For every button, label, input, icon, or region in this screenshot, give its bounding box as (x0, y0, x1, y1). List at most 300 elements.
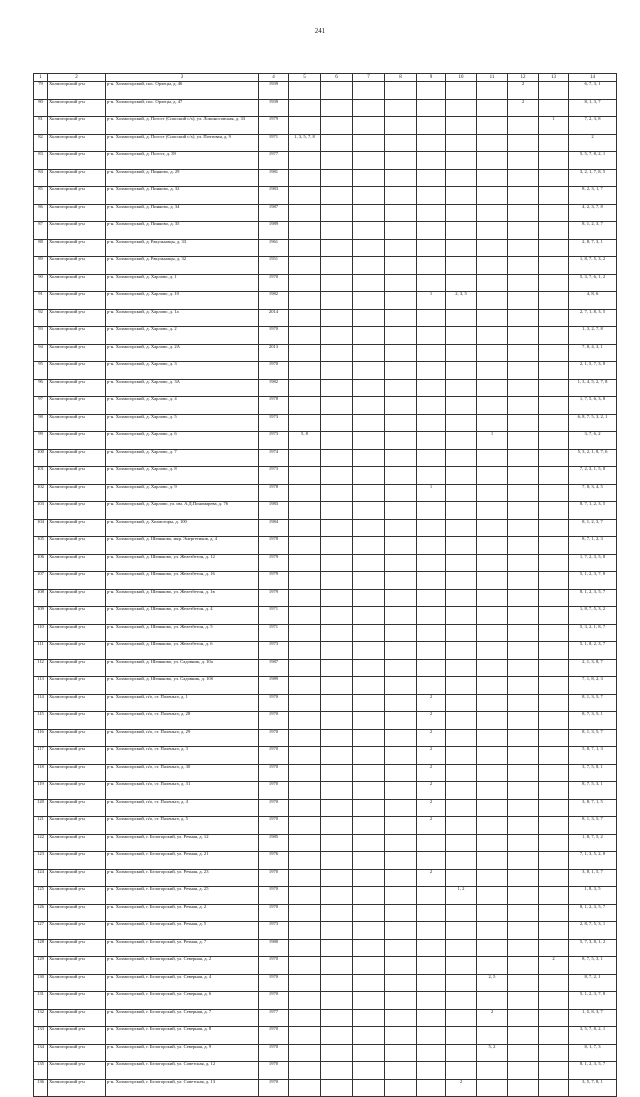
col5-cell (289, 1009, 321, 1027)
col6-cell (321, 764, 353, 782)
col12-cell (508, 309, 539, 327)
col10-cell (446, 327, 477, 345)
year-cell: 1989 (259, 677, 289, 695)
row-number-cell: 126 (34, 904, 48, 922)
col8-cell (385, 379, 417, 397)
row-number-cell: 97 (34, 397, 48, 415)
col6-cell (321, 624, 353, 642)
col5-cell (289, 274, 321, 292)
col11-cell (477, 379, 508, 397)
col7-cell (353, 904, 385, 922)
col10-cell (446, 1044, 477, 1062)
table-row (34, 362, 617, 380)
year-cell: 1971 (259, 624, 289, 642)
col8-cell (385, 537, 417, 555)
table-row (34, 222, 617, 240)
col7-cell (353, 572, 385, 590)
col5-cell (289, 729, 321, 747)
col10-cell (446, 1027, 477, 1045)
col7-cell (353, 869, 385, 887)
address-cell: р-н. Холмогорский, г. Белогорский, ул. Речная, д. 23 (106, 869, 259, 887)
col7-cell (353, 764, 385, 782)
column-header-13: 13 (539, 74, 569, 82)
col8-cell (385, 852, 417, 870)
col9-cell (417, 222, 446, 240)
col10-cell (446, 432, 477, 450)
col12-cell (508, 764, 539, 782)
col8-cell (385, 309, 417, 327)
row-number-cell: 99 (34, 432, 48, 450)
district-cell: Холмогорский р-н (48, 1062, 106, 1080)
col10-cell (446, 82, 477, 100)
col12-cell (508, 467, 539, 485)
col8-cell (385, 799, 417, 817)
row-number-cell: 104 (34, 519, 48, 537)
col9-cell (417, 467, 446, 485)
year-cell: 1973 (259, 922, 289, 940)
col10-cell (446, 904, 477, 922)
district-cell: Холмогорский р-н (48, 1009, 106, 1027)
col10-cell (446, 134, 477, 152)
table-row (34, 82, 617, 100)
district-cell: Холмогорский р-н (48, 904, 106, 922)
col14-cell: 4, 8, 6 (569, 292, 617, 310)
col7-cell (353, 467, 385, 485)
row-number-cell: 110 (34, 624, 48, 642)
col10-cell (446, 257, 477, 275)
year-cell: 1970 (259, 887, 289, 905)
district-cell: Холмогорский р-н (48, 134, 106, 152)
col6-cell (321, 729, 353, 747)
col9-cell (417, 659, 446, 677)
col10-cell (446, 642, 477, 660)
col13-cell: 1 (539, 117, 569, 135)
col7-cell (353, 729, 385, 747)
col7-cell (353, 309, 385, 327)
year-cell: 1970 (259, 764, 289, 782)
col14-cell: 8, 7, 5, 3, 1 (569, 957, 617, 975)
col6-cell (321, 677, 353, 695)
table-row (34, 117, 617, 135)
row-number-cell: 119 (34, 782, 48, 800)
year-cell: 1985 (259, 834, 289, 852)
col6-cell (321, 904, 353, 922)
col12-cell (508, 274, 539, 292)
col8-cell (385, 134, 417, 152)
col11-cell (477, 922, 508, 940)
year-cell: 1971 (259, 134, 289, 152)
address-cell: р-н. Холмогорский, г. Белогорский, ул. Речная, д. 5 (106, 922, 259, 940)
row-number-cell: 133 (34, 1027, 48, 1045)
col11-cell (477, 99, 508, 117)
year-cell: 1979 (259, 554, 289, 572)
col7-cell (353, 712, 385, 730)
district-cell: Холмогорский р-н (48, 204, 106, 222)
address-cell: р-н. Холмогорский, д. Шеинково, ул. Железбетон, д. 12 (106, 554, 259, 572)
col11-cell (477, 327, 508, 345)
col7-cell (353, 274, 385, 292)
col8-cell (385, 624, 417, 642)
col14-cell: 8, 1, 2, 3, 5, 7 (569, 1062, 617, 1080)
table-row (34, 344, 617, 362)
district-cell: Холмогорский р-н (48, 957, 106, 975)
col9-cell (417, 624, 446, 642)
col10-cell (446, 397, 477, 415)
col8-cell (385, 257, 417, 275)
column-header-6: 6 (321, 74, 353, 82)
col7-cell (353, 782, 385, 800)
col12-cell (508, 712, 539, 730)
col13-cell (539, 309, 569, 327)
col13-cell (539, 239, 569, 257)
table-row (34, 642, 617, 660)
table-row (34, 817, 617, 835)
year-cell: 1970 (259, 1079, 289, 1097)
year-cell: 1973 (259, 414, 289, 432)
district-cell: Холмогорский р-н (48, 257, 106, 275)
col11-cell (477, 624, 508, 642)
year-cell: 1970 (259, 974, 289, 992)
col9-cell (417, 309, 446, 327)
col5-cell (289, 659, 321, 677)
col10-cell (446, 869, 477, 887)
year-cell: 1989 (259, 222, 289, 240)
table-row (34, 799, 617, 817)
col5-cell: 1, 3, 5, 7, 8 (289, 134, 321, 152)
col8-cell (385, 467, 417, 485)
col7-cell (353, 677, 385, 695)
table-row (34, 852, 617, 870)
row-number-cell: 128 (34, 939, 48, 957)
col7-cell (353, 607, 385, 625)
col14-cell: 1, 8, 7, 5, 3, 2 (569, 257, 617, 275)
col12-cell (508, 782, 539, 800)
col11-cell (477, 869, 508, 887)
col14-cell: 5, 3, 2, 1, 8, 7 (569, 624, 617, 642)
col6-cell (321, 659, 353, 677)
year-cell: 1939 (259, 82, 289, 100)
address-cell: р-н. Холмогорский, д. Харлово, д. 3 (106, 362, 259, 380)
table-row (34, 782, 617, 800)
col11-cell (477, 939, 508, 957)
col11-cell (477, 309, 508, 327)
col11-cell: 2 (477, 1009, 508, 1027)
col8-cell (385, 729, 417, 747)
col9-cell (417, 974, 446, 992)
col10-cell: 1, 2 (446, 887, 477, 905)
col8-cell (385, 1062, 417, 1080)
address-cell: р-н. Холмогорский, д. Пиняово, д. 29 (106, 169, 259, 187)
col10-cell (446, 502, 477, 520)
col12-cell (508, 152, 539, 170)
table-row (34, 624, 617, 642)
col12-cell (508, 729, 539, 747)
col5-cell (289, 782, 321, 800)
col7-cell (353, 834, 385, 852)
col14-cell: 8, 1, 2, 3, 7 (569, 519, 617, 537)
address-cell: р-н. Холмогорский, д. Харлово, д. 10 (106, 292, 259, 310)
col11-cell (477, 677, 508, 695)
col9-cell (417, 957, 446, 975)
table-row (34, 484, 617, 502)
col7-cell (353, 1044, 385, 1062)
year-cell: 2013 (259, 344, 289, 362)
year-cell: 1961 (259, 239, 289, 257)
column-header-9: 9 (417, 74, 446, 82)
address-cell: р-н. Холмогорский, г. Белогорский, ул. Речная, д. 25 (106, 887, 259, 905)
col12-cell (508, 379, 539, 397)
address-cell: р-н. Холмогорский, пос. Орлецы, д. 47 (106, 99, 259, 117)
row-number-cell: 114 (34, 694, 48, 712)
col7-cell (353, 117, 385, 135)
address-cell: р-н. Холмогорский, г. Белогорский, ул. Северная, д. 4 (106, 974, 259, 992)
col9-cell: 2 (417, 712, 446, 730)
col10-cell (446, 362, 477, 380)
col5-cell (289, 589, 321, 607)
table-row (34, 187, 617, 205)
col12-cell (508, 887, 539, 905)
col6-cell (321, 152, 353, 170)
col6-cell (321, 169, 353, 187)
row-number-cell: 86 (34, 204, 48, 222)
col9-cell (417, 362, 446, 380)
table-row (34, 292, 617, 310)
district-cell: Холмогорский р-н (48, 607, 106, 625)
col12-cell (508, 1062, 539, 1080)
col7-cell (353, 659, 385, 677)
district-cell: Холмогорский р-н (48, 222, 106, 240)
col5-cell (289, 817, 321, 835)
district-cell: Холмогорский р-н (48, 169, 106, 187)
col10-cell (446, 747, 477, 765)
col5-cell (289, 554, 321, 572)
col13-cell (539, 467, 569, 485)
col12-cell (508, 344, 539, 362)
year-cell: 1976 (259, 852, 289, 870)
col10-cell (446, 239, 477, 257)
col14-cell: 7, 1, 8, 2, 3 (569, 677, 617, 695)
col8-cell (385, 397, 417, 415)
year-cell: 1970 (259, 1027, 289, 1045)
col8-cell (385, 152, 417, 170)
col12-cell (508, 589, 539, 607)
col10-cell (446, 344, 477, 362)
col14-cell: 1, 7, 2, 3, 5, 8 (569, 554, 617, 572)
col11-cell (477, 449, 508, 467)
col9-cell: 2 (417, 782, 446, 800)
col14-cell: 8, 1, 2, 3, 5, 7 (569, 904, 617, 922)
col7-cell (353, 747, 385, 765)
col7-cell (353, 502, 385, 520)
district-cell: Холмогорский р-н (48, 1079, 106, 1097)
col6-cell (321, 449, 353, 467)
col11-cell (477, 1027, 508, 1045)
col13-cell (539, 449, 569, 467)
col10-cell (446, 1009, 477, 1027)
col6-cell (321, 432, 353, 450)
col10-cell (446, 222, 477, 240)
col5-cell (289, 712, 321, 730)
col13-cell (539, 1079, 569, 1097)
year-cell: 1979 (259, 572, 289, 590)
col5-cell (289, 642, 321, 660)
col11-cell (477, 834, 508, 852)
col10-cell (446, 852, 477, 870)
col6-cell (321, 134, 353, 152)
col6-cell (321, 817, 353, 835)
col9-cell (417, 677, 446, 695)
col9-cell: 2 (417, 817, 446, 835)
col9-cell (417, 834, 446, 852)
row-number-cell: 105 (34, 537, 48, 555)
col9-cell: 1 (417, 484, 446, 502)
address-cell: р-н. Холмогорский, д. Харлово, д. 2А (106, 344, 259, 362)
address-cell: р-н. Холмогорский, п/о, ст. Паленьга, д. 31 (106, 782, 259, 800)
address-cell: р-н. Холмогорский, п/о, ст. Паленьга, д. 1 (106, 694, 259, 712)
col13-cell (539, 904, 569, 922)
col11-cell (477, 642, 508, 660)
col13-cell (539, 747, 569, 765)
row-number-cell: 127 (34, 922, 48, 940)
col10-cell (446, 992, 477, 1010)
col7-cell (353, 817, 385, 835)
col9-cell: 2 (417, 729, 446, 747)
col9-cell (417, 1009, 446, 1027)
col6-cell (321, 554, 353, 572)
col11-cell (477, 1079, 508, 1097)
col6-cell (321, 292, 353, 310)
column-header-12: 12 (508, 74, 539, 82)
row-number-cell: 81 (34, 117, 48, 135)
col11-cell (477, 152, 508, 170)
col5-cell (289, 327, 321, 345)
col10-cell (446, 414, 477, 432)
table-row (34, 134, 617, 152)
col7-cell (353, 327, 385, 345)
col14-cell: 3, 8, 1, 5, 7 (569, 869, 617, 887)
col8-cell (385, 642, 417, 660)
table-row (34, 257, 617, 275)
row-number-cell: 87 (34, 222, 48, 240)
col10-cell (446, 204, 477, 222)
col14-cell: 7, 8, 3, 4, 5 (569, 484, 617, 502)
table-row (34, 397, 617, 415)
district-cell: Холмогорский р-н (48, 327, 106, 345)
col10-cell (446, 449, 477, 467)
col11-cell (477, 292, 508, 310)
address-cell: р-н. Холмогорский, п/о, ст. Паленьга, д. 30 (106, 764, 259, 782)
col7-cell (353, 362, 385, 380)
col12-cell (508, 659, 539, 677)
address-cell: р-н. Холмогорский, д. Шеинково, ул. Железбетон, д. 4 (106, 607, 259, 625)
col10-cell (446, 519, 477, 537)
col13-cell (539, 379, 569, 397)
year-cell: 1982 (259, 379, 289, 397)
col11-cell (477, 764, 508, 782)
col6-cell (321, 327, 353, 345)
col9-cell (417, 1062, 446, 1080)
col5-cell (289, 747, 321, 765)
col6-cell (321, 484, 353, 502)
col6-cell (321, 1079, 353, 1097)
col12-cell (508, 904, 539, 922)
col13-cell (539, 887, 569, 905)
col13-cell (539, 712, 569, 730)
row-number-cell: 80 (34, 99, 48, 117)
col11-cell (477, 904, 508, 922)
year-cell: 1979 (259, 117, 289, 135)
col12-cell (508, 1009, 539, 1027)
col6-cell (321, 187, 353, 205)
table-row (34, 992, 617, 1010)
table-row (34, 1062, 617, 1080)
col8-cell (385, 432, 417, 450)
col12-cell (508, 1027, 539, 1045)
col6-cell (321, 362, 353, 380)
col13-cell (539, 99, 569, 117)
col13-cell (539, 974, 569, 992)
table-row (34, 414, 617, 432)
col8-cell (385, 554, 417, 572)
year-cell: 1970 (259, 817, 289, 835)
col8-cell (385, 659, 417, 677)
year-cell: 1987 (259, 204, 289, 222)
col9-cell (417, 572, 446, 590)
col11-cell (477, 187, 508, 205)
table-row (34, 869, 617, 887)
col6-cell (321, 519, 353, 537)
col10-cell (446, 974, 477, 992)
col9-cell: 2 (417, 747, 446, 765)
col7-cell (353, 152, 385, 170)
column-header-4: 4 (259, 74, 289, 82)
col5-cell (289, 677, 321, 695)
col13-cell (539, 169, 569, 187)
col11-cell: 5, 2 (477, 1044, 508, 1062)
col14-cell: 8, 1, 3, 5, 7 (569, 729, 617, 747)
col13-cell (539, 694, 569, 712)
year-cell: 1970 (259, 327, 289, 345)
row-number-cell: 90 (34, 274, 48, 292)
col13-cell (539, 397, 569, 415)
district-cell: Холмогорский р-н (48, 624, 106, 642)
district-cell: Холмогорский р-н (48, 887, 106, 905)
address-cell: р-н. Холмогорский, д. Харлово, д. 7 (106, 449, 259, 467)
col12-cell (508, 292, 539, 310)
col10-cell (446, 659, 477, 677)
col8-cell (385, 274, 417, 292)
col14-cell: 3, 7, 6, 2 (569, 432, 617, 450)
col12-cell (508, 642, 539, 660)
col7-cell (353, 519, 385, 537)
col12-cell (508, 519, 539, 537)
col14-cell: 5, 1, 2, 3, 7, 8 (569, 572, 617, 590)
address-cell: р-н. Холмогорский, д. Шеинково, ул. Железбетон, д. 6 (106, 642, 259, 660)
district-cell: Холмогорский р-н (48, 712, 106, 730)
row-number-cell: 100 (34, 449, 48, 467)
col6-cell (321, 922, 353, 940)
col11-cell (477, 729, 508, 747)
col11-cell (477, 484, 508, 502)
col5-cell (289, 519, 321, 537)
year-cell: 1970 (259, 799, 289, 817)
col14-cell: 3, 5, 7, 8, 1 (569, 1079, 617, 1097)
col10-cell (446, 834, 477, 852)
col14-cell: 5, 8, 7, 1, 3 (569, 747, 617, 765)
col12-cell (508, 327, 539, 345)
col6-cell (321, 974, 353, 992)
district-cell: Холмогорский р-н (48, 817, 106, 835)
